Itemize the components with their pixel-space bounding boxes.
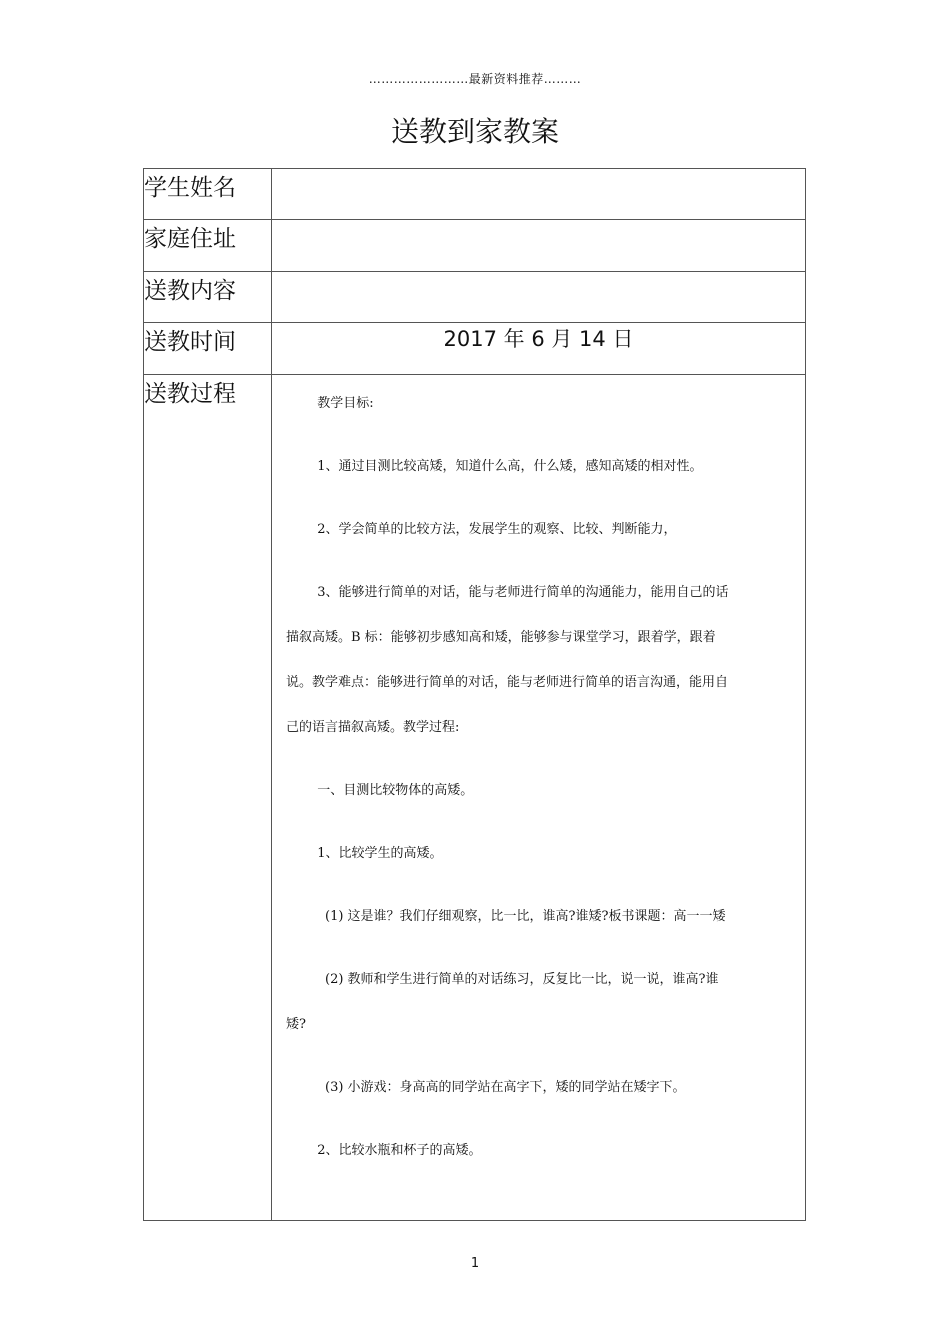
page-number: 1 bbox=[470, 1256, 480, 1271]
time-label: 送教时间 bbox=[144, 323, 272, 375]
sub-item-3: (3) 小游戏：身高高的同学站在高字下，矮的同学站在矮字下。 bbox=[325, 1080, 686, 1095]
student-name-value bbox=[272, 169, 806, 220]
row-content bbox=[144, 272, 806, 323]
item-2: 2、比较水瓶和杯子的高矮。 bbox=[317, 1143, 482, 1158]
sub-item-2-line-2: 矮? bbox=[286, 1017, 306, 1032]
sub-item-2-line-1: (2) 教师和学生进行简单的对话练习，反复比一比，说一说，谁高?谁 bbox=[325, 972, 719, 987]
row-address bbox=[144, 220, 806, 272]
content-label: 送教内容 bbox=[144, 272, 272, 323]
objective-3-line-1: 3、能够进行简单的对话，能与老师进行简单的沟通能力，能用自己的话 bbox=[317, 585, 729, 600]
objective-2: 2、学会简单的比较方法，发展学生的观察、比较、判断能力， bbox=[317, 522, 677, 537]
address-value bbox=[272, 220, 806, 272]
sub-item-1: (1) 这是谁？我们仔细观察，比一比，谁高?谁矮?板书课题：高一一矮 bbox=[325, 909, 726, 924]
student-name-label: 学生姓名 bbox=[144, 169, 272, 220]
content-value bbox=[272, 272, 806, 323]
objective-1: 1、通过目测比较高矮，知道什么高，什么矮，感知高矮的相对性。 bbox=[317, 459, 703, 474]
process-label: 送教过程 bbox=[144, 375, 272, 1221]
header-note: ……………………最新资料推荐……… bbox=[368, 72, 582, 86]
row-time bbox=[144, 323, 806, 375]
objective-3-line-2: 描叙高矮。B 标：能够初步感知高和矮，能够参与课堂学习，跟着学，跟着 bbox=[286, 630, 716, 645]
objectives-heading: 教学目标: bbox=[317, 396, 374, 411]
row-process bbox=[144, 375, 806, 1221]
time-value: 2017 年 6 月 14 日 bbox=[272, 323, 806, 375]
row-student-name bbox=[144, 169, 806, 220]
document-title: 送教到家教案 bbox=[390, 115, 559, 148]
objective-3-line-4: 己的语言描叙高矮。教学过程: bbox=[286, 720, 460, 735]
address-label: 家庭住址 bbox=[144, 220, 272, 272]
process-content bbox=[272, 375, 806, 1221]
section-1-heading: 一、目测比较物体的高矮。 bbox=[317, 783, 474, 798]
lesson-plan-table bbox=[143, 168, 806, 1221]
objective-3-line-3: 说。教学难点：能够进行简单的对话，能与老师进行简单的语言沟通，能用自 bbox=[286, 675, 729, 690]
item-1: 1、比较学生的高矮。 bbox=[317, 846, 443, 861]
